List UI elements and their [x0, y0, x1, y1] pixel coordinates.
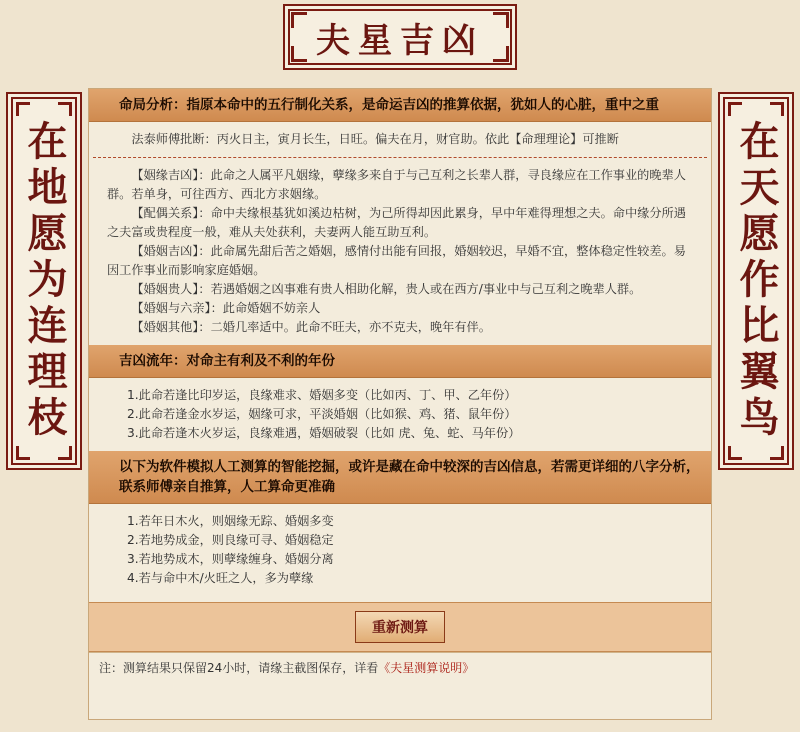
ornament-corner [16, 102, 30, 116]
list-item: 3.此命若逢木火岁运，良缘难遇，婚姻破裂（比如 虎、兔、蛇、马年份） [127, 426, 521, 440]
recalculate-button[interactable]: 重新测算 [355, 611, 445, 643]
analysis-line: 【配偶关系】：命中夫缘根基犹如溪边枯树，为己所得却因此累身，早中年难得理想之夫。命中缘分所遇之夫富或贵程度一般，难从夫处获利，夫妻两人能互助互利。 [107, 206, 686, 239]
ornament-corner [770, 446, 784, 460]
retention-note [89, 652, 711, 682]
list-item: 4.若与命中木/火旺之人，多为孽缘 [127, 571, 314, 585]
list-item: 2.此命若逢金水岁运，姻缘可求，平淡婚姻（比如猴、鸡、猪、鼠年份） [127, 407, 517, 421]
title-plaque [283, 4, 517, 70]
analysis-line: 【婚姻吉凶】：此命属先甜后苦之婚姻，感情付出能有回报，婚姻较迟，早婚不宜，整体稳定性较差。易因工作事业而影响家庭婚姻。 [107, 244, 686, 277]
master-verdict: 法泰师傅批断：丙火日主，寅月长生，日旺。偏夫在月，财官助。依此【命理理论】可推断 [131, 132, 619, 146]
right-scroll-banner [718, 92, 794, 470]
section-body-smart-analysis [89, 504, 711, 596]
section-heading-years: 吉凶流年：对命主有利及不利的年份 [89, 345, 711, 378]
section-body-analysis [89, 158, 711, 345]
page-title: 夫星吉凶 [316, 20, 484, 61]
left-scroll-banner [6, 92, 82, 470]
ornament-corner [58, 102, 72, 116]
analysis-line: 【婚姻贵人】：若遇婚姻之凶事难有贵人相助化解，贵人或在西方/事业中与己互利之晚辈人群。 [131, 282, 642, 296]
analysis-line: 【婚姻其他】：二婚几率适中。此命不旺夫，亦不克夫，晚年有伴。 [131, 320, 491, 334]
section-body-years [89, 378, 711, 451]
section-heading-analysis: 命局分析：指原本命中的五行制化关系，是命运吉凶的推算依据，犹如人的心脏，重中之重 [89, 89, 711, 122]
ornament-corner [728, 446, 742, 460]
result-panel [88, 88, 712, 720]
ornament-corner [291, 46, 307, 62]
list-item: 3.若地势成木，则孽缘缠身、婚姻分离 [127, 552, 334, 566]
recalc-bar [89, 602, 711, 652]
ornament-corner [493, 46, 509, 62]
list-item: 2.若地势成金，则良缘可寻、婚姻稳定 [127, 533, 334, 547]
explanation-link[interactable]: 《夫星测算说明》 [378, 661, 475, 675]
analysis-line: 【婚姻与六亲】：此命婚姻不妨亲人 [131, 301, 321, 315]
list-item: 1.此命若逢比印岁运，良缘难求、婚姻多变（比如丙、丁、甲、乙年份） [127, 388, 517, 402]
left-scroll-text: 在地愿为连理枝 [21, 120, 68, 442]
note-text: 注：测算结果只保留24小时，请缘主截图保存，详看 [99, 661, 379, 675]
ornament-corner [291, 12, 307, 28]
ornament-corner [728, 102, 742, 116]
ornament-corner [58, 446, 72, 460]
ornament-corner [16, 446, 30, 460]
section-heading-smart-analysis: 以下为软件模拟人工测算的智能挖掘，或许是藏在命中较深的吉凶信息，若需更详细的八字分析，联系师傅亲自推算，人工算命更准确 [89, 451, 711, 504]
ornament-corner [770, 102, 784, 116]
ornament-corner [493, 12, 509, 28]
section-body-intro [89, 122, 711, 157]
right-scroll-text: 在天愿作比翼鸟 [733, 120, 780, 442]
list-item: 1.若年日木火，则姻缘无踪、婚姻多变 [127, 514, 334, 528]
analysis-line: 【姻缘吉凶】：此命之人属平凡姻缘，孽缘多来自于与己互利之长辈人群，寻良缘应在工作事业的晚辈人群。若单身，可往西方、西北方求姻缘。 [107, 168, 686, 201]
